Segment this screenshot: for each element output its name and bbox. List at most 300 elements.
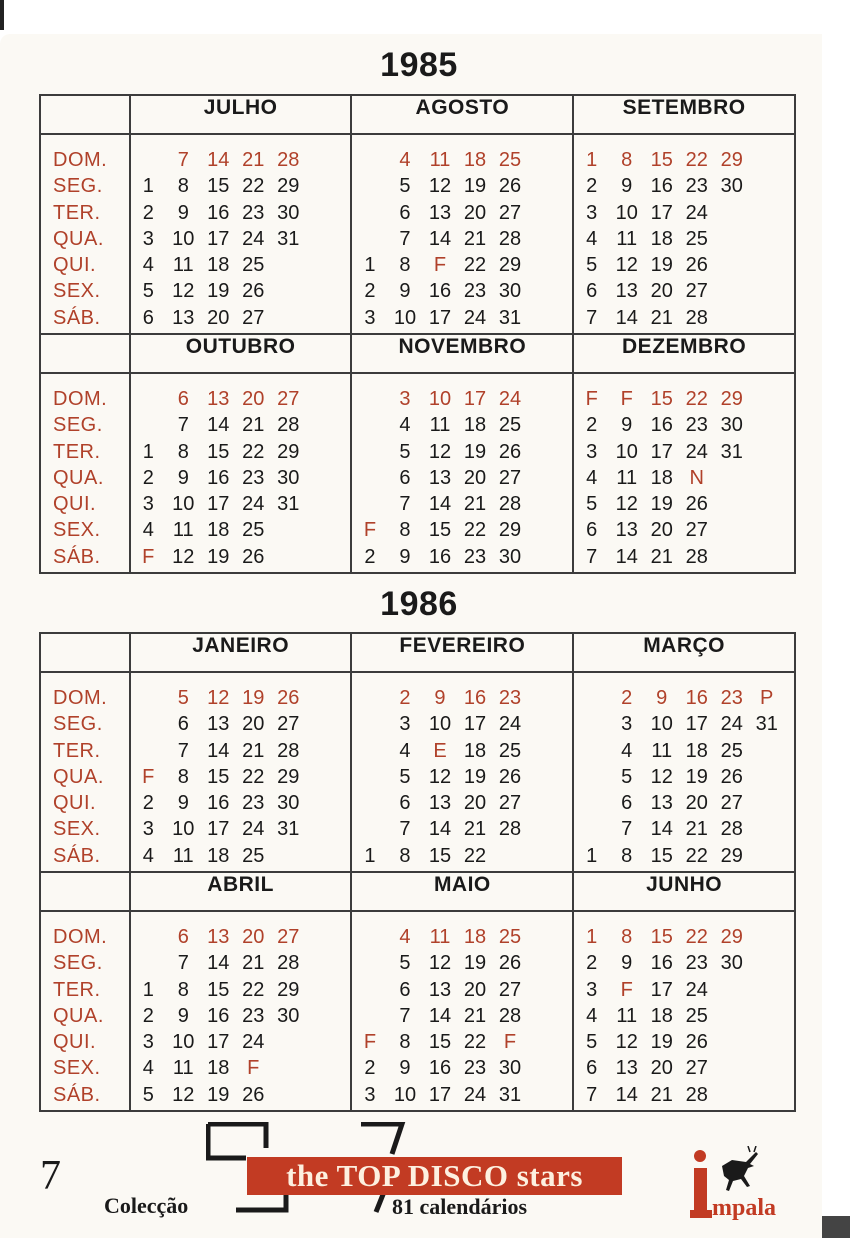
day-cell: [352, 790, 387, 816]
day-cell: 9: [177, 466, 189, 489]
day-cell: [527, 711, 562, 737]
day-cell: 14: [615, 1083, 638, 1106]
month-name: AGOSTO: [351, 95, 573, 134]
weekday-labels: [41, 374, 129, 570]
day-cell: 30: [498, 280, 522, 303]
day-cell: 9: [621, 414, 633, 437]
day-cell: [352, 816, 387, 842]
day-cell: 26: [242, 1083, 265, 1106]
day-cell: [271, 517, 306, 543]
day-cell: 13: [615, 280, 638, 303]
month-days-grid: [131, 135, 351, 331]
weekday-labels: [41, 912, 129, 1108]
day-cell: [527, 950, 562, 976]
day-cell: [352, 924, 387, 950]
day-cell: 17: [207, 1031, 230, 1054]
day-cell: F: [620, 388, 633, 410]
day-cell: 19: [463, 765, 487, 788]
day-cell: [749, 386, 784, 412]
day-cell: 4: [142, 844, 154, 867]
day-cell: 18: [207, 844, 230, 867]
day-cell: 15: [428, 519, 452, 542]
weekday-label: SÁB.: [53, 306, 101, 329]
day-cell: [271, 1029, 306, 1055]
day-cell: [352, 738, 387, 764]
day-cell: 30: [277, 466, 300, 489]
day-cell: 21: [463, 1004, 487, 1027]
corner-blank-cell: [40, 872, 130, 911]
day-cell: 11: [651, 739, 673, 762]
day-cell: 19: [207, 545, 230, 568]
day-cell: 23: [242, 1004, 265, 1027]
day-cell: 16: [207, 466, 230, 489]
calendar-grid-1985: [39, 94, 796, 574]
day-cell: 28: [498, 1004, 522, 1027]
day-cell: [306, 226, 341, 252]
day-cell: 4: [621, 739, 633, 762]
day-cell: 16: [428, 280, 452, 303]
day-cell: 19: [207, 280, 230, 303]
day-cell: [352, 1003, 387, 1029]
day-cell: 5: [586, 254, 598, 277]
day-cell: 3: [142, 1031, 154, 1054]
day-cell: [306, 738, 341, 764]
day-cell: [749, 738, 784, 764]
day-cell: F: [433, 254, 447, 277]
day-cell: [527, 790, 562, 816]
day-cell: 4: [399, 739, 411, 762]
day-cell: 16: [207, 1004, 230, 1027]
day-cell: [352, 147, 387, 173]
day-cell: [352, 950, 387, 976]
day-cell: 25: [242, 254, 265, 277]
day-cell: 30: [720, 414, 743, 437]
day-cell: [527, 173, 562, 199]
day-cell: 19: [685, 765, 708, 788]
day-cell: 23: [463, 1057, 487, 1080]
day-cell: 18: [650, 227, 673, 250]
day-cell: 5: [399, 765, 411, 788]
day-cell: [306, 977, 341, 1003]
day-cell: 29: [720, 926, 743, 948]
day-cell: 12: [650, 765, 673, 788]
day-cell: 5: [399, 952, 411, 975]
month-days-grid: [574, 135, 794, 331]
day-cell: [749, 491, 784, 517]
day-cell: [527, 816, 562, 842]
day-cell: 23: [685, 952, 708, 975]
day-cell: 15: [207, 440, 230, 463]
day-cell: [271, 544, 306, 570]
calendar-count-label: 81 calendários: [392, 1194, 528, 1219]
day-cell: 21: [650, 1083, 673, 1106]
day-cell: 20: [463, 978, 487, 1001]
day-cell: 5: [177, 687, 189, 709]
day-cell: [306, 147, 341, 173]
month-days-grid: [574, 673, 794, 869]
day-cell: 8: [177, 440, 189, 463]
day-cell: 15: [650, 388, 673, 410]
day-cell: 13: [207, 926, 230, 948]
day-cell: 30: [277, 1004, 300, 1027]
day-cell: 8: [621, 926, 633, 948]
day-cell: 5: [586, 493, 598, 516]
day-cell: 4: [586, 466, 598, 489]
day-cell: [714, 465, 749, 491]
corner-blank-cell: [40, 95, 130, 134]
day-cell: 2: [586, 952, 598, 975]
day-cell: [714, 977, 749, 1003]
day-cell: [527, 252, 562, 278]
day-cell: 19: [650, 1031, 673, 1054]
month-name: JUNHO: [573, 872, 795, 911]
day-cell: 9: [656, 687, 668, 709]
day-cell: 23: [685, 175, 708, 198]
day-cell: 3: [586, 978, 598, 1001]
day-cell: [574, 816, 609, 842]
day-cell: 27: [685, 519, 708, 542]
day-cell: [749, 950, 784, 976]
weekday-label: QUA.: [53, 227, 104, 250]
day-cell: 10: [393, 306, 417, 329]
day-cell: 20: [650, 1057, 673, 1080]
day-cell: [749, 305, 784, 331]
day-cell: 13: [428, 792, 452, 815]
day-cell: [749, 790, 784, 816]
day-cell: 20: [242, 926, 265, 948]
day-cell: [527, 1055, 562, 1081]
day-cell: 15: [428, 844, 452, 867]
day-cell: 4: [142, 254, 154, 277]
day-cell: 12: [428, 175, 452, 198]
day-cell: 7: [177, 739, 189, 762]
weekday-label: TER.: [53, 201, 101, 224]
day-cell: 14: [428, 493, 452, 516]
day-cell: 27: [498, 978, 522, 1001]
day-cell: 17: [650, 201, 673, 224]
day-cell: 11: [429, 926, 451, 948]
day-cell: 17: [207, 493, 230, 516]
month-days-grid: [574, 374, 794, 570]
day-cell: 3: [142, 818, 154, 841]
day-cell: 13: [650, 792, 673, 815]
day-cell: 25: [242, 519, 265, 542]
day-cell: 14: [615, 545, 638, 568]
day-cell: 3: [364, 306, 376, 329]
day-cell: 21: [242, 149, 265, 171]
day-cell: 24: [242, 227, 265, 250]
day-cell: 30: [498, 1057, 522, 1080]
weekday-label: QUA.: [53, 1004, 104, 1027]
day-cell: [306, 790, 341, 816]
top-disco-stars-banner: the TOP DISCO stars: [247, 1157, 622, 1195]
day-cell: [306, 517, 341, 543]
day-cell: 24: [242, 818, 265, 841]
day-cell: 7: [399, 227, 411, 250]
day-cell: [527, 465, 562, 491]
day-cell: 7: [621, 818, 633, 841]
day-cell: 25: [685, 227, 708, 250]
day-cell: 6: [177, 713, 189, 736]
day-cell: 4: [142, 1057, 154, 1080]
month-name: ABRIL: [130, 872, 352, 911]
day-cell: 26: [498, 440, 522, 463]
day-cell: 28: [498, 818, 522, 841]
weekday-label: DOM.: [53, 388, 108, 410]
day-cell: [306, 1003, 341, 1029]
day-cell: 22: [463, 254, 487, 277]
day-cell: 21: [685, 818, 708, 841]
day-cell: [271, 252, 306, 278]
day-cell: 29: [498, 519, 522, 542]
month-name: DEZEMBRO: [573, 334, 795, 373]
day-cell: 14: [428, 227, 452, 250]
day-cell: 15: [207, 765, 230, 788]
day-cell: 26: [242, 545, 265, 568]
day-cell: 27: [498, 792, 522, 815]
day-cell: 3: [586, 440, 598, 463]
day-cell: 30: [720, 175, 743, 198]
day-cell: 11: [616, 466, 638, 489]
scan-edge-mark: [0, 0, 4, 30]
day-cell: 11: [172, 1057, 194, 1080]
month-name: JANEIRO: [130, 633, 352, 672]
day-cell: [749, 173, 784, 199]
day-cell: 29: [277, 765, 300, 788]
day-cell: 4: [399, 414, 411, 437]
day-cell: [749, 278, 784, 304]
day-cell: [527, 412, 562, 438]
day-cell: [714, 226, 749, 252]
day-cell: [352, 491, 387, 517]
day-cell: 20: [650, 519, 673, 542]
day-cell: 22: [242, 175, 265, 198]
day-cell: [306, 305, 341, 331]
month-days-grid: [131, 673, 351, 869]
day-cell: 8: [621, 844, 633, 867]
day-cell: [749, 200, 784, 226]
day-cell: [527, 200, 562, 226]
day-cell: [306, 924, 341, 950]
day-cell: [352, 685, 387, 711]
day-cell: 18: [207, 254, 230, 277]
day-cell: 8: [399, 844, 411, 867]
day-cell: 13: [428, 978, 452, 1001]
day-cell: 17: [207, 227, 230, 250]
day-cell: 18: [650, 1004, 673, 1027]
day-cell: 2: [364, 545, 376, 568]
day-cell: 28: [277, 739, 300, 762]
day-cell: 10: [615, 201, 638, 224]
weekday-label: SÁB.: [53, 545, 101, 568]
day-cell: [527, 685, 562, 711]
day-cell: [749, 924, 784, 950]
day-cell: 28: [720, 818, 743, 841]
day-cell: 5: [399, 175, 411, 198]
day-cell: 23: [463, 280, 487, 303]
day-cell: 26: [685, 493, 708, 516]
weekday-label: DOM.: [53, 149, 108, 171]
day-cell: 23: [720, 687, 743, 709]
year-title-1986: 1986: [380, 585, 458, 623]
day-cell: 16: [207, 201, 230, 224]
day-cell: [352, 200, 387, 226]
day-cell: P: [760, 687, 774, 709]
day-cell: 11: [429, 414, 451, 437]
day-cell: 14: [207, 149, 230, 171]
day-cell: [527, 491, 562, 517]
calendar-grid-1986: [39, 632, 796, 1112]
day-cell: [271, 278, 306, 304]
day-cell: 12: [172, 1083, 195, 1106]
day-cell: 22: [463, 519, 487, 542]
day-cell: [749, 439, 784, 465]
day-cell: F: [247, 1057, 260, 1080]
weekday-label: TER.: [53, 739, 101, 762]
weekday-label: QUA.: [53, 466, 104, 489]
day-cell: [306, 544, 341, 570]
corner-blank-cell: [40, 633, 130, 672]
day-cell: [306, 439, 341, 465]
day-cell: 27: [498, 201, 522, 224]
day-cell: 2: [142, 792, 154, 815]
day-cell: 10: [428, 713, 452, 736]
day-cell: 15: [428, 1031, 452, 1054]
weekday-label: SEX.: [53, 1057, 101, 1080]
weekday-label: QUI.: [53, 254, 97, 277]
day-cell: 29: [277, 175, 300, 198]
day-cell: 26: [277, 687, 300, 709]
month-days-grid: [352, 135, 572, 331]
day-cell: 13: [615, 519, 638, 542]
day-cell: 7: [586, 1083, 598, 1106]
day-cell: 13: [615, 1057, 638, 1080]
day-cell: [527, 517, 562, 543]
day-cell: [131, 738, 166, 764]
day-cell: 6: [142, 306, 154, 329]
day-cell: [131, 950, 166, 976]
day-cell: 22: [685, 149, 708, 171]
month-days-grid: [352, 912, 572, 1108]
weekday-labels: [41, 673, 129, 869]
day-cell: [306, 1029, 341, 1055]
day-cell: 16: [685, 687, 708, 709]
day-cell: 26: [498, 765, 522, 788]
day-cell: 6: [177, 926, 189, 948]
day-cell: 11: [172, 844, 194, 867]
day-cell: [574, 685, 609, 711]
day-cell: 25: [498, 414, 522, 437]
day-cell: 10: [172, 818, 195, 841]
day-cell: 27: [685, 280, 708, 303]
day-cell: 21: [650, 306, 673, 329]
month-days-grid: [131, 374, 351, 570]
day-cell: 20: [207, 306, 230, 329]
day-cell: 2: [621, 687, 633, 709]
day-cell: 18: [207, 1057, 230, 1080]
day-cell: [527, 147, 562, 173]
day-cell: [714, 1082, 749, 1108]
day-cell: 27: [242, 306, 265, 329]
day-cell: 14: [207, 739, 230, 762]
day-cell: 31: [755, 713, 778, 736]
day-cell: [271, 305, 306, 331]
day-cell: N: [689, 466, 704, 489]
day-cell: [131, 924, 166, 950]
day-cell: 25: [498, 926, 522, 948]
month-name: NOVEMBRO: [351, 334, 573, 373]
day-cell: [271, 843, 306, 869]
weekday-label: QUI.: [53, 1031, 97, 1054]
month-name: FEVEREIRO: [351, 633, 573, 672]
weekday-label: SEX.: [53, 818, 101, 841]
day-cell: 16: [463, 687, 487, 709]
day-cell: [527, 386, 562, 412]
day-cell: F: [363, 519, 377, 542]
day-cell: 19: [242, 687, 265, 709]
day-cell: 7: [177, 952, 189, 975]
day-cell: [714, 1055, 749, 1081]
day-cell: [306, 1082, 341, 1108]
day-cell: [749, 412, 784, 438]
day-cell: 8: [621, 149, 633, 171]
day-cell: 28: [277, 414, 300, 437]
day-cell: 12: [428, 765, 452, 788]
month-name: OUTUBRO: [130, 334, 352, 373]
day-cell: 20: [463, 792, 487, 815]
day-cell: 13: [428, 201, 452, 224]
day-cell: 12: [207, 687, 230, 709]
day-cell: 6: [177, 388, 189, 410]
day-cell: 23: [685, 414, 708, 437]
day-cell: 1: [586, 844, 598, 867]
day-cell: 28: [277, 952, 300, 975]
day-cell: [306, 491, 341, 517]
day-cell: 18: [463, 926, 487, 948]
day-cell: 4: [399, 926, 411, 948]
weekday-label: TER.: [53, 978, 101, 1001]
day-cell: 28: [277, 149, 300, 171]
day-cell: [527, 764, 562, 790]
day-cell: 29: [277, 978, 300, 1001]
day-cell: [306, 200, 341, 226]
day-cell: 5: [586, 1031, 598, 1054]
day-cell: 22: [242, 978, 265, 1001]
day-cell: 16: [207, 792, 230, 815]
day-cell: [306, 685, 341, 711]
day-cell: 27: [498, 466, 522, 489]
day-cell: 1: [364, 254, 376, 277]
day-cell: 9: [177, 792, 189, 815]
day-cell: 21: [463, 818, 487, 841]
day-cell: 14: [207, 952, 230, 975]
month-name: MARÇO: [573, 633, 795, 672]
day-cell: 13: [172, 306, 195, 329]
day-cell: 10: [172, 227, 195, 250]
day-cell: 3: [142, 493, 154, 516]
day-cell: 2: [142, 201, 154, 224]
day-cell: 18: [207, 519, 230, 542]
day-cell: 26: [498, 175, 522, 198]
day-cell: [714, 305, 749, 331]
day-cell: [749, 252, 784, 278]
day-cell: 25: [720, 739, 743, 762]
day-cell: [306, 173, 341, 199]
day-cell: 19: [463, 440, 487, 463]
day-cell: 28: [685, 306, 708, 329]
weekday-label: SEX.: [53, 519, 101, 542]
day-cell: 27: [277, 926, 300, 948]
